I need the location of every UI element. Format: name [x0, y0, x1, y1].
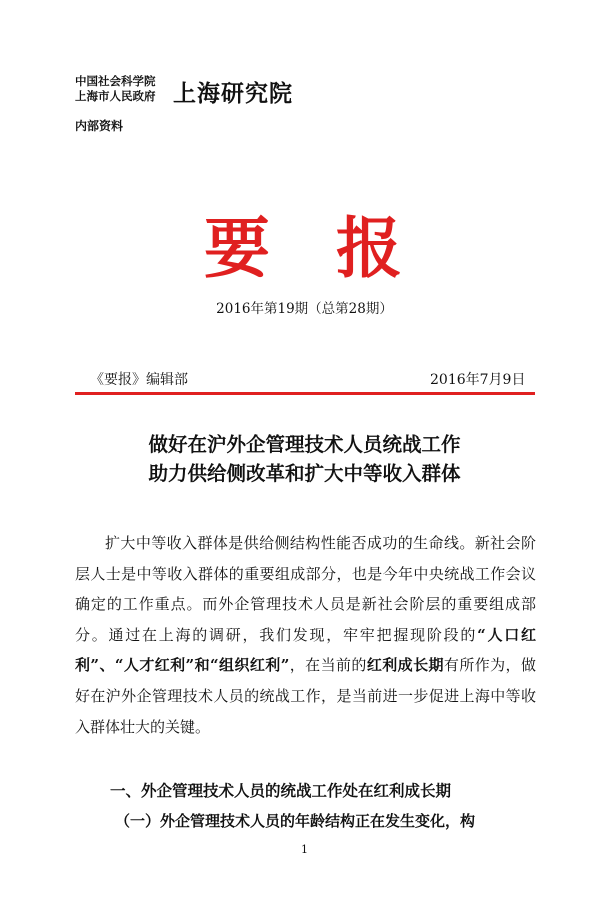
issue-number: 2016年第19期（总第28期）: [216, 301, 393, 317]
masthead-char-1: 要: [204, 209, 270, 287]
publish-date: 2016年7月9日: [430, 372, 526, 388]
classification-label: 内部资料: [75, 119, 124, 133]
para-text: 扩大中等收入群体是供给侧结构性能否成功的生命线。新社会阶层人士是中等收入群体的重要组成部分，也是今年中央统战工作会议确定的工作重点。而外企管理技术人员是新社会阶层的重要组成部分。通过在上海的调研，我们发现，牢牢把握现阶段的: [75, 534, 536, 644]
masthead-char-2: 报: [336, 209, 402, 287]
article-title-line-2: 助力供给侧改革和扩大中等收入群体: [148, 462, 461, 485]
subsection-heading: （一）外企管理技术人员的年龄结构正在发生变化，构: [115, 812, 476, 830]
red-divider: [75, 392, 535, 395]
page-number: 1: [301, 843, 308, 856]
para-text: ，在当前的: [289, 656, 367, 675]
para-emphasis-growth: 红利成长期: [366, 656, 444, 675]
editor-dept: 《要报》编辑部: [90, 372, 188, 388]
para-text: 有所作为，做好在沪外企管理技术人员的统战工作，是当前进一步促进上海中等收入群体壮大的关键。: [75, 656, 536, 736]
org-line-cass: 中国社会科学院: [75, 74, 156, 88]
section-heading: 一、外企管理技术人员的统战工作处在红利成长期: [110, 781, 452, 800]
para-emphasis-dividends: “人口红利”、“人才红利”和“组织红利”: [75, 625, 536, 675]
body-paragraph: [75, 528, 536, 742]
article-title-line-1: 做好在沪外企管理技术人员统战工作: [148, 433, 461, 456]
org-name: 上海研究院: [173, 80, 293, 107]
org-line-shanghai-gov: 上海市人民政府: [75, 89, 156, 103]
